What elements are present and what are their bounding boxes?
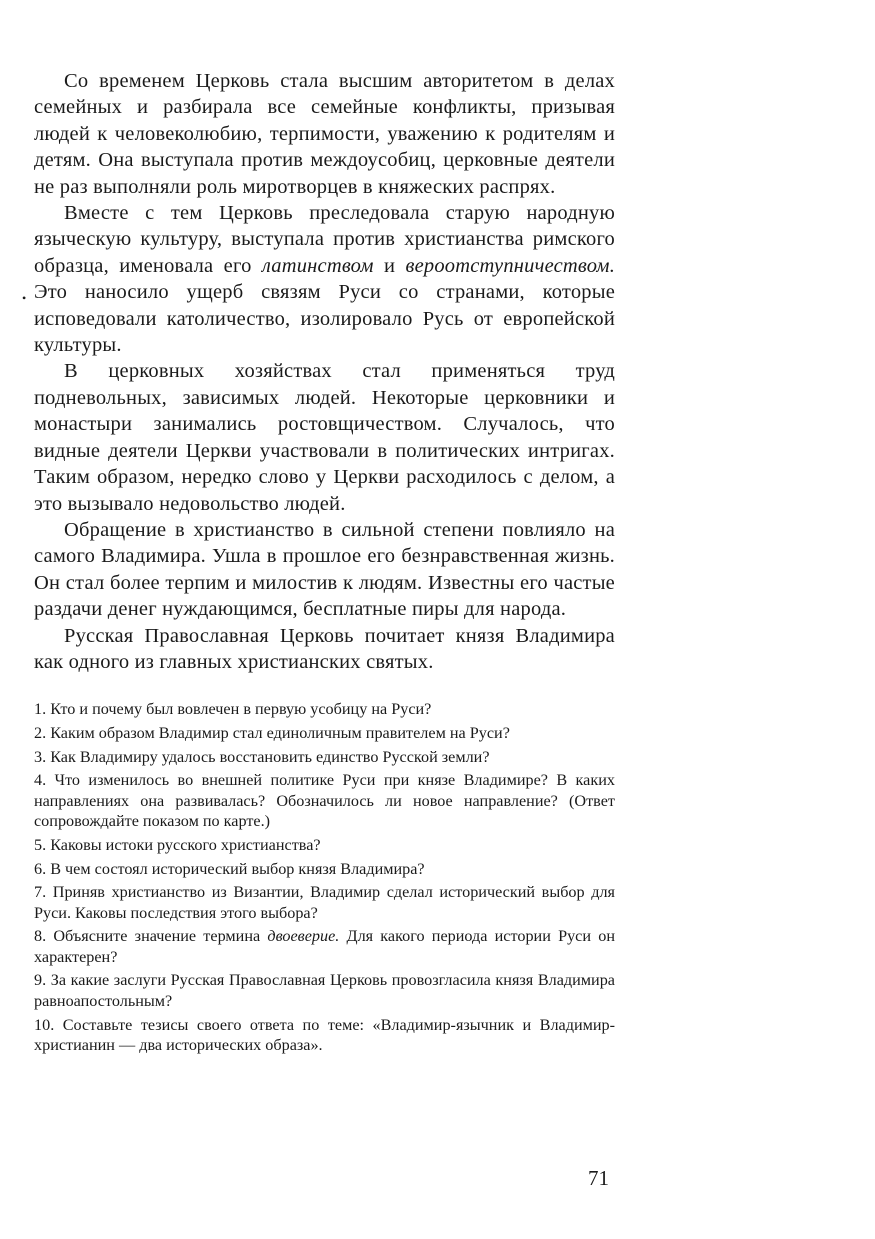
question-9: 9. За какие заслуги Русская Православная Церковь провозгласила князя Владимира равноапостольным? [34, 971, 615, 1011]
paragraph-text: и [373, 254, 406, 277]
paragraph-text: Это наносило ущерб связям Руси со странами, которые исповедовали католичество, изолировало Русь от европейской культуры. [34, 281, 615, 357]
term-apostasy: вероотступничеством. [405, 254, 616, 277]
question-3: 3. Как Владимиру удалось восстановить единство Русской земли? [34, 747, 490, 766]
question-1: 1. Кто и почему был вовлечен в первую усобицу на Руси? [34, 700, 432, 719]
paragraph-church-authority: Со временем Церковь стала высшим авторитетом в делах семейных и разбирала все семейные конфликты, призывая людей к человеколюбию, терпимости, уважению к родителям и детям. Она выступала против междоусобиц, церковные деятели не раз выполняли роль миротворцев в княжеских распрях. [34, 70, 615, 198]
review-questions [34, 699, 615, 1056]
term-dual-faith: двоеверие. [267, 927, 340, 946]
paragraph-text: Вместе с тем Церковь преследовала старую народную языческую культуру, выступала против христианства римского образца, именовала его [34, 202, 615, 277]
term-latinism: латинством [261, 254, 374, 277]
margin-bullet-mark: • [22, 291, 27, 305]
question-text: 8. Объясните значение термина [34, 927, 268, 946]
page-body [34, 68, 615, 1059]
paragraph-saint-vladimir: Русская Православная Церковь почитает князя Владимира как одного из главных христианских святых. [34, 624, 615, 673]
question-5: 5. Каковы истоки русского христианства? [34, 835, 321, 854]
question-10: 10. Составьте тезисы своего ответа по теме: «Владимир-язычник и Владимир-христианин — два исторических образа». [34, 1015, 615, 1055]
question-text: Для какого периода истории Руси он характерен? [34, 927, 615, 966]
question-2: 2. Каким образом Владимир стал единоличным правителем на Руси? [34, 723, 510, 742]
question-8 [34, 926, 615, 967]
question-6: 6. В чем состоял исторический выбор князя Владимира? [34, 859, 425, 878]
paragraph-vladimir-change: Обращение в христианство в сильной степени повлияло на самого Владимира. Ушла в прошлое его безнравственная жизнь. Он стал более терпим и милостив к людям. Известны его частые раздачи денег нуждающимся, бесплатные пиры для народа. [34, 518, 615, 621]
page-number: 71 [588, 1166, 609, 1190]
question-7: 7. Приняв христианство из Византии, Владимир сделал исторический выбор для Руси. Каковы последствия этого выбора? [34, 883, 615, 922]
paragraph-church-economy: В церковных хозяйствах стал применяться труд подневольных, зависимых людей. Некоторые церковники и монастыри занимались ростовщичеством. Случалось, что видные деятели Церкви участвовали в политических интригах. Таким образом, нередко слово у Церкви расходилось с делом, а это вызывало недовольство людей. [34, 360, 615, 515]
paragraph-pagan-culture [34, 200, 615, 358]
question-4: 4. Что изменилось во внешней политике Руси при князе Владимире? В каких направлениях она развивалась? Обозначилось ли новое направление? (Ответ сопровождайте показом по карте.) [34, 771, 615, 831]
